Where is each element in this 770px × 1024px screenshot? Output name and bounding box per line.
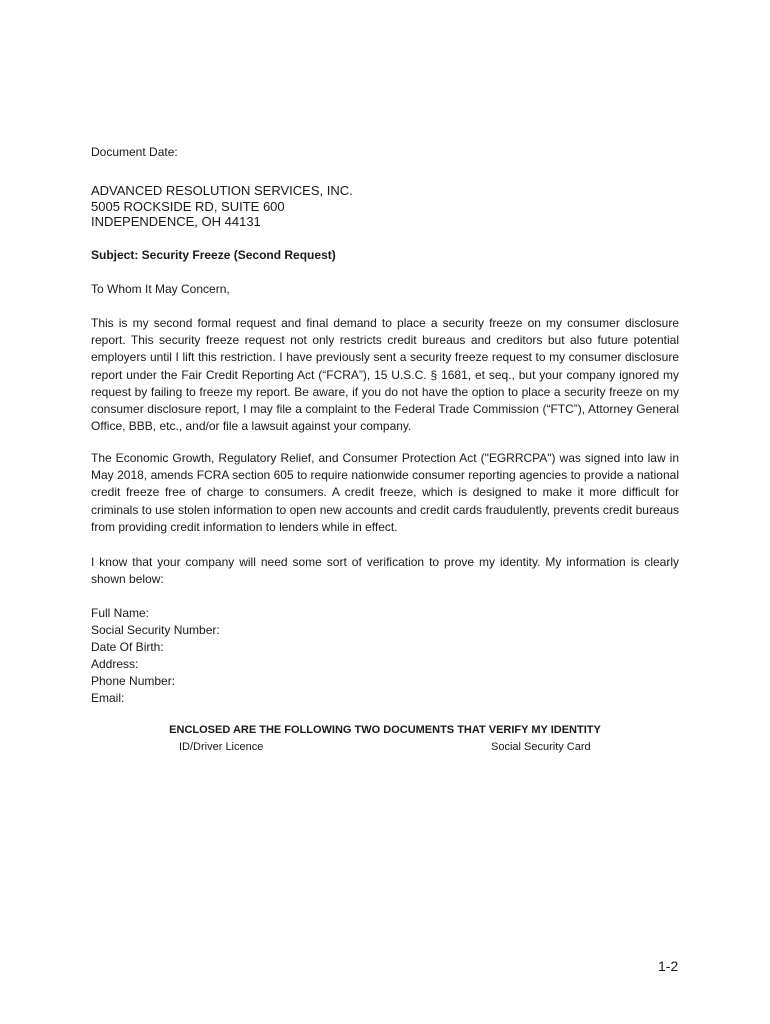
field-full-name: Full Name: xyxy=(91,606,150,620)
paragraph-verification: I know that your company will need some sort of verification to prove my identity. My information is clearly shown below: xyxy=(91,555,679,587)
paragraph-egrrcpa: The Economic Growth, Regulatory Relief, and Consumer Protection Act ("EGRRCPA") was signed into law in May 2018, amends FCRA section 605 to require nationwide consumer reporting agencies to provide a national credit freeze free of charge to consumers. A credit freeze, which is designed to make it more difficult for criminals to use stolen information to open new accounts and credit cards fraudulently, prevents credit bureaus from providing credit information to lenders while in effect. xyxy=(91,451,679,534)
field-phone-number: Phone Number: xyxy=(91,674,176,688)
paragraph-security-freeze-request: This is my second formal request and final demand to place a security freeze on my consumer disclosure report. This security freeze request not only restricts credit bureaus and creditors but also future potential employers until I lift this restriction. I have previously sent a security freeze request to my consumer disclosure report under the Fair Credit Reporting Act (“FCRA”), 15 U.S.C. § 1681, et seq., but your company ignored my request by failing to freeze my report. Be aware, if you do not have the option to place a security freeze on my consumer disclosure report, I may file a complaint to the Federal Trade Commission (“FTC”), Attorney General Office, BBB, etc., and/or file a lawsuit against your company. xyxy=(91,316,679,434)
field-email: Email: xyxy=(91,691,125,705)
enclosed-document-id: ID/Driver Licence xyxy=(179,741,264,753)
salutation: To Whom It May Concern, xyxy=(91,282,230,296)
recipient-city-state-zip: INDEPENDENCE, OH 44131 xyxy=(91,214,261,229)
recipient-name: ADVANCED RESOLUTION SERVICES, INC. xyxy=(91,183,353,198)
enclosed-heading: ENCLOSED ARE THE FOLLOWING TWO DOCUMENTS THAT VERIFY MY IDENTITY xyxy=(169,724,601,736)
field-date-of-birth: Date Of Birth: xyxy=(91,640,164,654)
field-ssn: Social Security Number: xyxy=(91,623,220,637)
document-date-label: Document Date: xyxy=(91,145,178,159)
enclosed-document-ssc: Social Security Card xyxy=(491,741,591,753)
recipient-street: 5005 ROCKSIDE RD, SUITE 600 xyxy=(91,199,285,214)
subject-line: Subject: Security Freeze (Second Request) xyxy=(91,248,336,262)
field-address: Address: xyxy=(91,657,139,671)
page-number: 1-2 xyxy=(658,958,679,974)
